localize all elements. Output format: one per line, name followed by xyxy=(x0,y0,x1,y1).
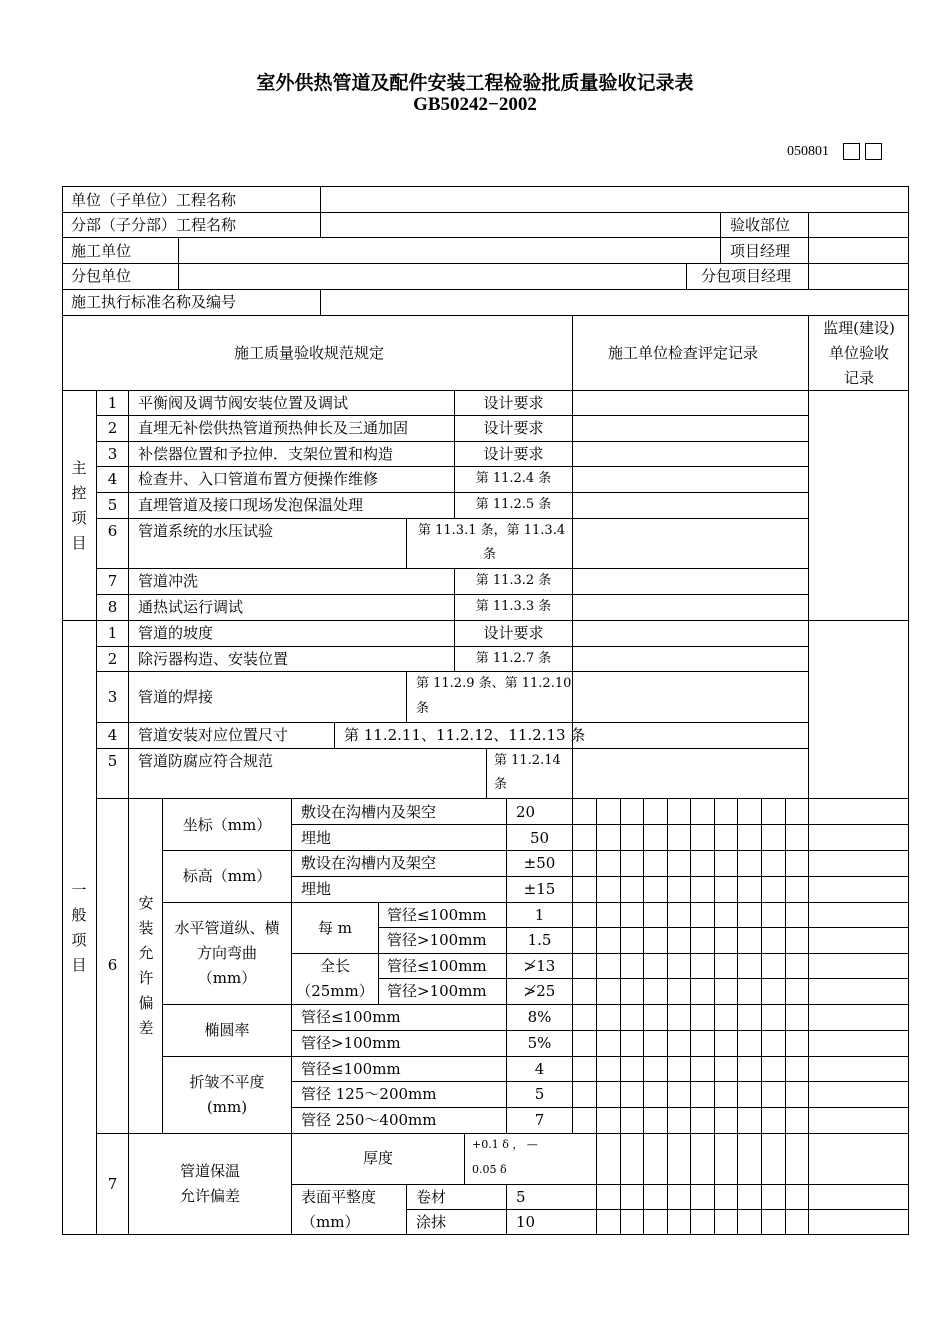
oval-b-value: 5% xyxy=(527,1034,552,1052)
general-row-item: 管道的焊接 xyxy=(138,688,214,706)
thickness-label: 厚度 xyxy=(362,1149,393,1167)
main-row-item: 直埋无补偿供热管道预热伸长及三通加固 xyxy=(138,419,409,437)
main-row-no: 6 xyxy=(107,522,118,540)
main-items-label-3: 项 xyxy=(71,509,87,527)
main-row-no: 4 xyxy=(107,470,118,488)
fold-b-label: 管径 125～200mm xyxy=(301,1085,437,1103)
coord-label: 坐标（mm） xyxy=(182,816,272,834)
general-items-label-4: 目 xyxy=(71,956,87,974)
item7-name-l1: 管道保温 xyxy=(179,1162,240,1180)
thickness-value-l2: 0.05 δ xyxy=(472,1163,507,1176)
flatness-label-l1: 表面平整度 xyxy=(301,1188,377,1206)
main-row-item: 平衡阀及调节阀安装位置及调试 xyxy=(138,394,349,412)
elev-b-label: 埋地 xyxy=(301,880,332,898)
main-row-no: 1 xyxy=(107,394,118,412)
general-row-no: 3 xyxy=(107,688,118,706)
elev-a-label: 敷设在沟槽内及架空 xyxy=(301,854,437,872)
elev-a-value: ±50 xyxy=(523,854,556,872)
item6-group-4: 许 xyxy=(138,969,154,987)
subcontract-unit-label: 分包单位 xyxy=(71,267,132,285)
main-row-req-cont: 条 xyxy=(482,547,496,562)
fold-c-value: 7 xyxy=(534,1111,545,1129)
main-row-no: 5 xyxy=(107,496,118,514)
check-record-header: 施工单位检查评定记录 xyxy=(608,344,759,362)
main-row-no: 8 xyxy=(107,598,118,616)
thickness-value-l1: +0.1 δ ， — xyxy=(472,1138,538,1151)
per-m-d-le100: 管径≤100mm xyxy=(387,906,487,924)
acceptance-part-label: 验收部位 xyxy=(730,216,791,234)
full-d-gt100: 管径>100mm xyxy=(387,982,487,1000)
spec-header: 施工质量验收规范规定 xyxy=(234,344,385,362)
full-b-value: ≯25 xyxy=(523,982,556,1000)
supervisor-header-l2: 单位验收 xyxy=(828,344,889,362)
general-row-req-cont: 条 xyxy=(416,701,430,716)
form-code: 050801 xyxy=(787,144,829,159)
item6-group-5: 偏 xyxy=(138,994,154,1012)
main-row-req: 第 11.2.5 条 xyxy=(475,497,552,512)
main-row-item: 检查井、入口管道布置方便操作维修 xyxy=(138,470,379,488)
fold-a-value: 4 xyxy=(534,1060,545,1078)
project-manager-label: 项目经理 xyxy=(730,242,791,260)
main-row-item: 管道冲洗 xyxy=(138,572,199,590)
oval-d-le100: 管径≤100mm xyxy=(301,1008,401,1026)
item6-group-1: 安 xyxy=(138,894,154,912)
general-row-item: 除污器构造、安装位置 xyxy=(138,650,289,668)
item6-no: 6 xyxy=(107,956,118,974)
main-row-req: 第 11.3.2 条 xyxy=(475,573,552,588)
per-m-a-value: 1 xyxy=(534,906,545,924)
main-items-label-2: 控 xyxy=(71,484,87,502)
roll-value: 5 xyxy=(516,1188,526,1206)
main-row-req: 第 11.3.3 条 xyxy=(475,599,552,614)
main-row-no: 3 xyxy=(107,445,118,463)
roll-label: 卷材 xyxy=(416,1188,447,1206)
main-row-item: 直埋管道及接口现场发泡保温处理 xyxy=(138,496,364,514)
general-row-req: 第 11.2.11、11.2.12、11.2.13 条 xyxy=(344,726,586,744)
main-row-item: 通热试运行调试 xyxy=(138,598,244,616)
oval-a-value: 8% xyxy=(527,1008,552,1026)
page-title: 室外供热管道及配件安装工程检验批质量验收记录表 xyxy=(256,72,694,94)
general-row-req-cont: 条 xyxy=(494,777,508,792)
unit-project-label: 单位（子单位）工程名称 xyxy=(71,191,237,209)
fold-label-l1: 折皱不平度 xyxy=(189,1073,265,1091)
bend-label-l2: 方向弯曲 xyxy=(196,944,257,962)
main-row-req: 第 11.3.1 条，第 11.3.4 xyxy=(418,523,566,538)
main-row-req: 设计要求 xyxy=(483,445,544,463)
bend-label-l1: 水平管道纵、横 xyxy=(174,919,280,937)
elev-label: 标高（mm） xyxy=(182,867,272,885)
per-m-d-gt100: 管径>100mm xyxy=(387,931,487,949)
main-row-item: 管道系统的水压试验 xyxy=(138,522,274,540)
paint-label: 涂抹 xyxy=(416,1213,447,1231)
elev-b-value: ±15 xyxy=(523,880,556,898)
subcontract-manager-label: 分包项目经理 xyxy=(701,267,792,285)
full-d-le100: 管径≤100mm xyxy=(387,957,487,975)
flatness-label-l2: （mm） xyxy=(301,1213,360,1231)
full-length-label-l1: 全长 xyxy=(319,957,350,975)
main-items-label-1: 主 xyxy=(71,459,87,477)
coord-a-label: 敷设在沟槽内及架空 xyxy=(301,803,437,821)
general-row-req: 设计要求 xyxy=(483,624,544,642)
main-items-label-4: 目 xyxy=(71,534,87,552)
general-row-item: 管道的坡度 xyxy=(138,624,214,642)
supervisor-header-l1: 监理(建设) xyxy=(823,319,895,337)
main-row-req: 第 11.2.4 条 xyxy=(475,471,552,486)
general-row-req: 第 11.2.14 xyxy=(494,753,561,768)
fold-a-label: 管径≤100mm xyxy=(301,1060,401,1078)
general-row-no: 2 xyxy=(107,650,118,668)
oval-d-gt100: 管径>100mm xyxy=(301,1034,401,1052)
item7-no: 7 xyxy=(107,1175,118,1193)
general-items-label-2: 般 xyxy=(71,906,87,924)
division-project-label: 分部（子分部）工程名称 xyxy=(71,216,237,234)
standard-name-label: 施工执行标准名称及编号 xyxy=(71,293,237,311)
general-row-req: 第 11.2.9 条、第 11.2.10 xyxy=(416,676,572,691)
per-m-label: 每 m xyxy=(318,919,352,937)
general-row-item: 管道防腐应符合规范 xyxy=(138,752,274,770)
item7-name-l2: 允许偏差 xyxy=(179,1187,240,1205)
coord-a-value: 20 xyxy=(516,803,536,821)
general-row-no: 1 xyxy=(107,624,118,642)
general-items-label-1: 一 xyxy=(71,881,87,899)
standard-code: GB50242−2002 xyxy=(413,94,537,115)
general-row-no: 4 xyxy=(107,726,118,744)
general-row-item: 管道安装对应位置尺寸 xyxy=(138,726,289,744)
item6-group-3: 允 xyxy=(138,944,154,962)
coord-b-value: 50 xyxy=(529,829,550,847)
main-row-req: 设计要求 xyxy=(483,394,544,412)
fold-label-l2: (mm) xyxy=(206,1098,248,1116)
full-a-value: ≯13 xyxy=(523,957,556,975)
main-row-no: 7 xyxy=(107,572,118,590)
full-length-label-l2: （25mm） xyxy=(296,982,374,1000)
construction-unit-label: 施工单位 xyxy=(71,242,132,260)
item6-group-2: 装 xyxy=(138,919,154,937)
paint-value: 10 xyxy=(516,1213,536,1231)
bend-label-l3: （mm） xyxy=(197,969,257,987)
main-row-item: 补偿器位置和予拉伸．支架位置和构造 xyxy=(138,445,394,463)
main-row-no: 2 xyxy=(107,419,118,437)
coord-b-label: 埋地 xyxy=(301,829,332,847)
main-row-req: 设计要求 xyxy=(483,419,544,437)
general-items-label-3: 项 xyxy=(71,931,87,949)
general-row-req: 第 11.2.7 条 xyxy=(475,651,552,666)
per-m-b-value: 1.5 xyxy=(527,931,552,949)
general-row-no: 5 xyxy=(107,752,118,770)
fold-c-label: 管径 250～400mm xyxy=(301,1111,437,1129)
item6-group-6: 差 xyxy=(138,1019,154,1037)
oval-label: 椭圆率 xyxy=(204,1021,250,1039)
fold-b-value: 5 xyxy=(534,1085,545,1103)
supervisor-header-l3: 记录 xyxy=(843,369,874,387)
